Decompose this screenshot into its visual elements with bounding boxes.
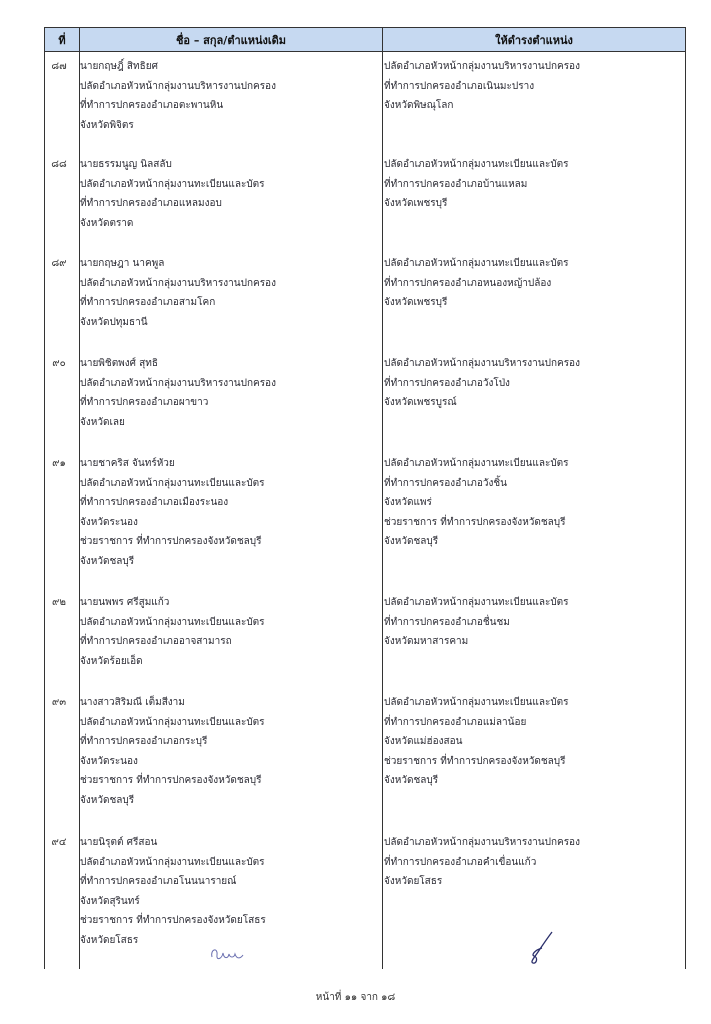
table-border-right xyxy=(685,27,686,969)
person-name: นางสาวสิริมณี เต็มสีงาม xyxy=(80,697,185,708)
previous-line: ที่ทำการปกครองอำเภอกระบุรี xyxy=(80,736,208,748)
previous-line: ปลัดอำเภอหัวหน้ากลุ่มงานทะเบียนและบัตร xyxy=(80,477,265,489)
previous-line: ปลัดอำเภอหัวหน้ากลุ่มงานทะเบียนและบัตร xyxy=(80,178,265,190)
previous-line: จังหวัดระนอง xyxy=(80,755,138,767)
new-line: จังหวัดเพชรบุรี xyxy=(384,297,448,309)
previous-line: ปลัดอำเภอหัวหน้ากลุ่มงานบริหารงานปกครอง xyxy=(80,377,276,389)
new-line: จังหวัดเพชรบูรณ์ xyxy=(384,397,457,409)
previous-position-cell xyxy=(80,454,265,572)
handwritten-signature xyxy=(526,928,556,966)
new-line: จังหวัดแม่ฮ่องสอน xyxy=(384,736,463,748)
new-line: จังหวัดแพร่ xyxy=(384,497,432,509)
previous-position-cell xyxy=(80,254,276,332)
new-position-cell xyxy=(384,254,569,313)
previous-line: ช่วยราชการ ที่ทำการปกครองจังหวัดชลบุรี xyxy=(80,775,262,787)
new-line: ที่ทำการปกครองอำเภอคำเขื่อนแก้ว xyxy=(384,856,537,868)
new-position-cell xyxy=(384,693,569,791)
row-number: ๙๔ xyxy=(51,837,67,848)
previous-position-cell xyxy=(80,354,276,432)
previous-line: จังหวัดพิจิตร xyxy=(80,119,134,131)
previous-position-cell xyxy=(80,155,265,233)
header-cell-new xyxy=(382,27,686,52)
person-name: นายกฤษฎา นาคพูล xyxy=(80,258,165,269)
new-position-cell xyxy=(384,57,580,116)
new-line: ช่วยราชการ ที่ทำการปกครองจังหวัดชลบุรี xyxy=(384,755,566,767)
new-line: ที่ทำการปกครองอำเภอวังโป่ง xyxy=(384,377,510,389)
previous-line: จังหวัดชลบุรี xyxy=(80,555,135,567)
previous-line: ปลัดอำเภอหัวหน้ากลุ่มงานทะเบียนและบัตร xyxy=(80,716,265,728)
previous-line: จังหวัดระนอง xyxy=(80,516,138,528)
row-number: ๘๘ xyxy=(51,159,67,170)
new-line: ช่วยราชการ ที่ทำการปกครองจังหวัดชลบุรี xyxy=(384,516,566,528)
new-line: ปลัดอำเภอหัวหน้ากลุ่มงานทะเบียนและบัตร xyxy=(384,258,569,269)
previous-line: ปลัดอำเภอหัวหน้ากลุ่มงานบริหารงานปกครอง xyxy=(80,80,276,92)
new-line: ที่ทำการปกครองอำเภอวังชิ้น xyxy=(384,477,507,489)
previous-line: จังหวัดสุรินทร์ xyxy=(80,895,140,907)
previous-position-cell xyxy=(80,593,265,671)
new-position-cell xyxy=(384,454,569,552)
person-name: นายกฤษฎิ์ สิทธิยศ xyxy=(80,61,158,72)
new-line: จังหวัดเพชรบุรี xyxy=(384,198,448,210)
header-number-label: ที่ xyxy=(58,33,66,47)
previous-line: ที่ทำการปกครองอำเภอตะพานหิน xyxy=(80,100,224,112)
new-line: ปลัดอำเภอหัวหน้ากลุ่มงานทะเบียนและบัตร xyxy=(384,458,569,469)
previous-line: ช่วยราชการ ที่ทำการปกครองจังหวัดยโสธร xyxy=(80,915,266,927)
new-line: จังหวัดชลบุรี xyxy=(384,536,439,548)
header-new-label: ให้ดำรงตำแหน่ง xyxy=(495,33,573,47)
new-line: จังหวัดมหาสารคาม xyxy=(384,636,469,648)
previous-position-cell xyxy=(80,57,276,135)
row-number: ๙๒ xyxy=(52,597,66,608)
new-line: ปลัดอำเภอหัวหน้ากลุ่มงานทะเบียนและบัตร xyxy=(384,597,569,608)
new-line: ปลัดอำเภอหัวหน้ากลุ่มงานทะเบียนและบัตร xyxy=(384,159,569,170)
new-line: ที่ทำการปกครองอำเภอหนองหญ้าปล้อง xyxy=(384,277,552,289)
previous-line: ที่ทำการปกครองอำเภอโนนนารายณ์ xyxy=(80,876,237,888)
previous-line: ที่ทำการปกครองอำเภอแหลมงอบ xyxy=(80,198,222,210)
new-position-cell xyxy=(384,593,569,652)
row-number: ๘๗ xyxy=(51,61,67,72)
new-line: ที่ทำการปกครองอำเภอแม่ลาน้อย xyxy=(384,716,527,728)
new-position-cell xyxy=(384,833,580,892)
previous-line: ปลัดอำเภอหัวหน้ากลุ่มงานทะเบียนและบัตร xyxy=(80,856,265,868)
new-line: ปลัดอำเภอหัวหน้ากลุ่มงานบริหารงานปกครอง xyxy=(384,358,580,369)
new-position-cell xyxy=(384,354,580,413)
person-name: นายชาคริส จันทร์หัวย xyxy=(80,458,175,469)
previous-line: จังหวัดร้อยเอ็ด xyxy=(80,655,143,667)
previous-line: ที่ทำการปกครองอำเภออาจสามารถ xyxy=(80,636,232,648)
previous-line: ที่ทำการปกครองอำเภอเมืองระนอง xyxy=(80,497,229,509)
previous-position-cell xyxy=(80,833,266,951)
previous-line: ปลัดอำเภอหัวหน้ากลุ่มงานบริหารงานปกครอง xyxy=(80,277,276,289)
page-number: หน้าที่ ๑๑ จาก ๑๘ xyxy=(315,992,396,1003)
previous-line: ที่ทำการปกครองอำเภอผาขาว xyxy=(80,397,209,409)
previous-line: จังหวัดยโสธร xyxy=(80,934,139,946)
new-line: จังหวัดยโสธร xyxy=(384,876,443,888)
new-line: ที่ทำการปกครองอำเภอบ้านแหลม xyxy=(384,178,528,190)
new-line: ที่ทำการปกครองอำเภอชื่นชม xyxy=(384,616,510,628)
new-line: ที่ทำการปกครองอำเภอเนินมะปราง xyxy=(384,80,535,92)
new-line: จังหวัดชลบุรี xyxy=(384,775,439,787)
new-line: ปลัดอำเภอหัวหน้ากลุ่มงานทะเบียนและบัตร xyxy=(384,697,569,708)
new-line: ปลัดอำเภอหัวหน้ากลุ่มงานบริหารงานปกครอง xyxy=(384,837,580,848)
person-name: นายนิรุตต์ ศรีสอน xyxy=(80,837,158,848)
previous-line: จังหวัดตราด xyxy=(80,217,134,229)
new-line: จังหวัดพิษณุโลก xyxy=(384,100,454,112)
person-name: นายพิชิตพงศ์ สุทธิ xyxy=(80,358,158,369)
header-previous-label: ชื่อ – สกุล/ตำแหน่งเดิม xyxy=(175,33,287,47)
previous-line: ปลัดอำเภอหัวหน้ากลุ่มงานทะเบียนและบัตร xyxy=(80,616,265,628)
previous-line: จังหวัดปทุมธานี xyxy=(80,316,148,328)
header-cell-number xyxy=(44,27,80,52)
row-number: ๙๑ xyxy=(52,458,66,469)
person-name: นายนพพร ศรีสูมแก้ว xyxy=(80,597,170,608)
previous-line: ที่ทำการปกครองอำเภอสามโคก xyxy=(80,297,216,309)
new-line: ปลัดอำเภอหัวหน้ากลุ่มงานบริหารงานปกครอง xyxy=(384,61,580,72)
row-number: ๘๙ xyxy=(51,258,67,269)
previous-line: จังหวัดเลย xyxy=(80,416,125,428)
table-divider-middle xyxy=(382,27,383,969)
header-cell-previous xyxy=(79,27,383,52)
previous-line: ช่วยราชการ ที่ทำการปกครองจังหวัดชลบุรี xyxy=(80,536,262,548)
new-position-cell xyxy=(384,155,569,214)
previous-position-cell xyxy=(80,693,265,811)
person-name: นายธรรมนูญ นิลสลับ xyxy=(80,159,172,170)
row-number: ๙๓ xyxy=(51,697,67,708)
handwritten-initials xyxy=(208,943,248,965)
previous-line: จังหวัดชลบุรี xyxy=(80,794,135,806)
row-number: ๙๐ xyxy=(52,358,66,369)
